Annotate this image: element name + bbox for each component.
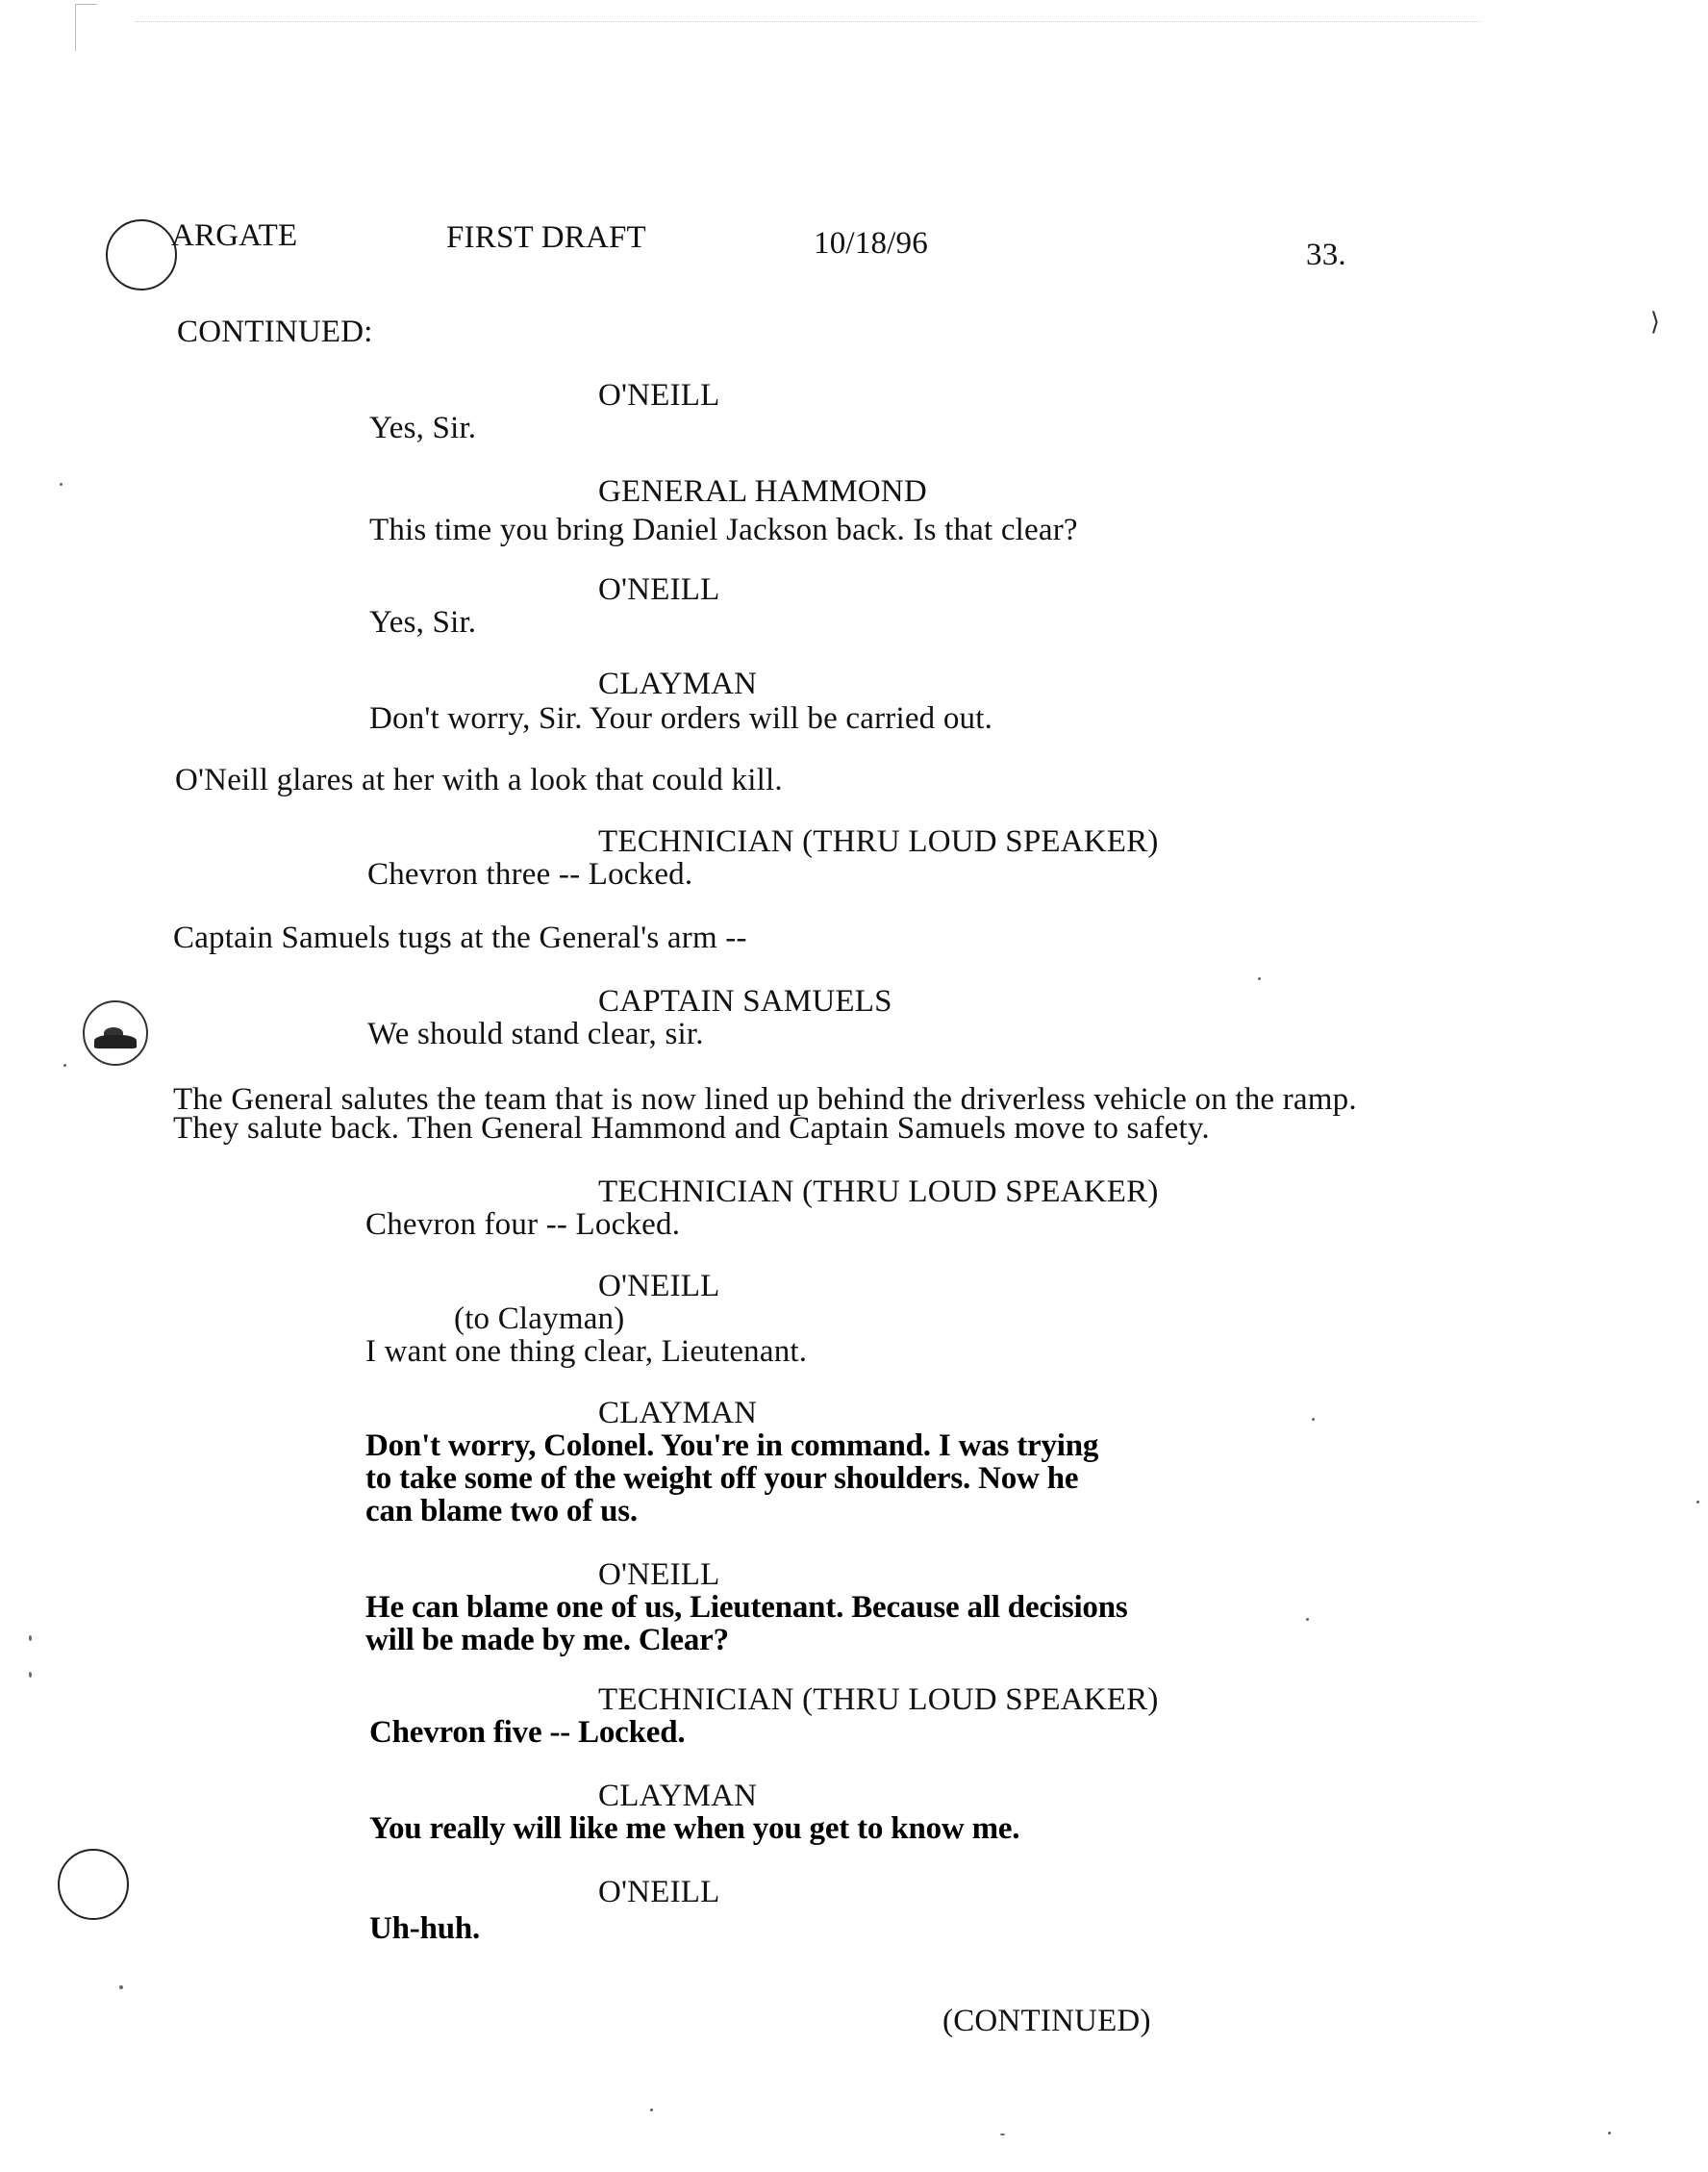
character-cue: TECHNICIAN (THRU LOUD SPEAKER) [598, 1682, 1159, 1717]
dialogue-line: Chevron four -- Locked. [365, 1207, 681, 1242]
action-line: O'Neill glares at her with a look that could kill. [175, 763, 783, 797]
continued-bottom: (CONTINUED) [942, 2004, 1151, 2038]
character-cue: O'NEILL [598, 1557, 720, 1592]
scan-speck [1312, 1418, 1315, 1421]
dialogue-line: This time you bring Daniel Jackson back. Is that clear? [369, 513, 1078, 547]
scan-speck [63, 1064, 66, 1067]
dialogue-line: We should stand clear, sir. [367, 1017, 704, 1051]
scan-speck [29, 1672, 32, 1678]
dialogue-line: He can blame one of us, Lieutenant. Because all decisions [365, 1590, 1128, 1625]
header-draft: FIRST DRAFT [446, 220, 646, 255]
scan-speck [1696, 1501, 1699, 1503]
action-line: The General salutes the team that is now lined up behind the driverless vehicle on the ramp. [173, 1082, 1357, 1117]
header-date: 10/18/96 [814, 226, 928, 261]
punch-hole-bottom [58, 1849, 129, 1920]
margin-bracket-mark: ⟩ [1649, 308, 1660, 336]
punch-hole-middle [83, 1000, 148, 1066]
character-cue: CAPTAIN SAMUELS [598, 984, 892, 1019]
dialogue-line: to take some of the weight off your shoulders. Now he [365, 1461, 1079, 1496]
character-cue: O'NEILL [598, 1875, 720, 1909]
character-cue: O'NEILL [598, 1269, 720, 1303]
header-title: ARGATE [171, 218, 298, 253]
character-cue: O'NEILL [598, 378, 720, 413]
scan-speck [1608, 2132, 1611, 2134]
character-cue: CLAYMAN [598, 667, 758, 701]
scan-artifact-line [135, 21, 1481, 22]
character-cue: CLAYMAN [598, 1779, 758, 1813]
scan-corner-mark [75, 4, 97, 51]
punch-hole-top [106, 219, 177, 290]
dialogue-line: Chevron five -- Locked. [369, 1715, 686, 1750]
dialogue-line: Don't worry, Sir. Your orders will be carried out. [369, 701, 993, 736]
dialogue-line: Yes, Sir. [369, 411, 477, 445]
character-cue: CLAYMAN [598, 1396, 758, 1430]
scan-speck [29, 1635, 32, 1641]
dialogue-line: Don't worry, Colonel. You're in command. I was trying [365, 1428, 1099, 1463]
dialogue-line: Uh-huh. [369, 1911, 481, 1946]
character-cue: TECHNICIAN (THRU LOUD SPEAKER) [598, 824, 1159, 859]
page-number: 33. [1306, 238, 1346, 272]
dialogue-line: You really will like me when you get to know me. [369, 1811, 1020, 1846]
scan-speck [60, 483, 63, 486]
character-cue: GENERAL HAMMOND [598, 474, 927, 509]
dialogue-line: Yes, Sir. [369, 605, 477, 640]
parenthetical: (to Clayman) [454, 1301, 625, 1336]
scan-speck [1306, 1618, 1309, 1621]
action-line: Captain Samuels tugs at the General's arm -- [173, 921, 747, 955]
scan-speck [650, 2109, 653, 2111]
continued-top: CONTINUED: [177, 315, 373, 349]
character-cue: O'NEILL [598, 572, 720, 607]
action-line: They salute back. Then General Hammond and Captain Samuels move to safety. [173, 1111, 1210, 1146]
dialogue-line: will be made by me. Clear? [365, 1623, 729, 1657]
dialogue-line: can blame two of us. [365, 1494, 638, 1528]
scan-speck [1258, 977, 1261, 980]
dialogue-line: Chevron three -- Locked. [367, 857, 693, 892]
character-cue: TECHNICIAN (THRU LOUD SPEAKER) [598, 1174, 1159, 1209]
dialogue-line: I want one thing clear, Lieutenant. [365, 1334, 808, 1369]
scan-speck [119, 1985, 123, 1989]
scan-speck [1000, 2134, 1005, 2135]
